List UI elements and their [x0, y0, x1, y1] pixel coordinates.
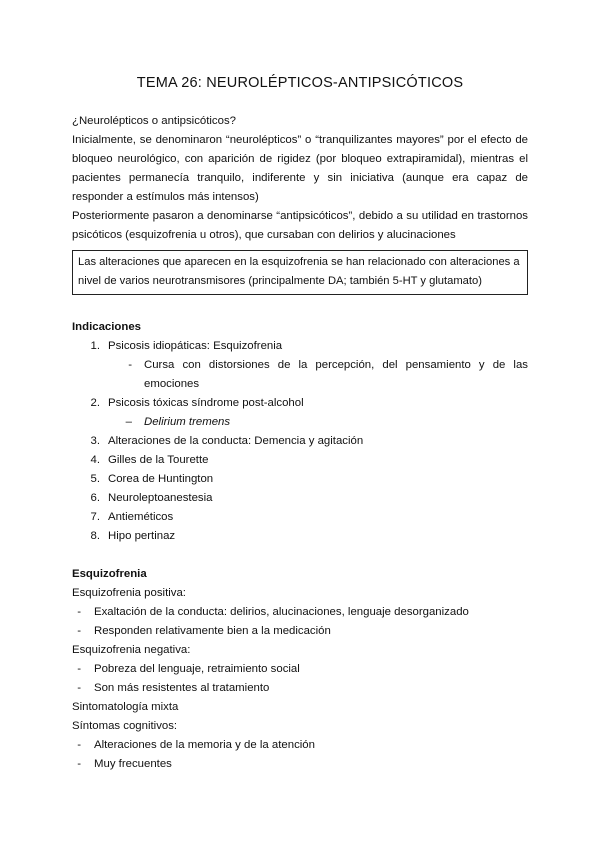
negativa-label: Esquizofrenia negativa: — [72, 644, 191, 656]
document-body — [72, 112, 528, 774]
positiva-label: Esquizofrenia positiva: — [72, 587, 186, 599]
list-item: 1. Psicosis idiopáticas: Esquizofrenia — [90, 340, 283, 352]
list-item: 8. Hipo pertinaz — [90, 530, 176, 542]
list-item: 5. Corea de Huntington — [90, 473, 214, 485]
sub-list-item: – Delirium tremens — [125, 416, 231, 428]
section-heading-indicaciones: Indicaciones — [72, 321, 142, 333]
intro-paragraph-2: Posteriormente pasaron a denominarse “antipsicóticos”, debido a su utilidad en trastornos psicóticos (esquizofrenia u otros), que cursaban con delirios y alucinaciones — [72, 210, 528, 241]
indicaciones-list — [72, 337, 528, 546]
sub-list-item: - Cursa con distorsiones de la percepción, del pensamiento y de las emociones — [128, 359, 528, 390]
list-item: 7. Antieméticos — [90, 511, 174, 523]
list-item: 6. Neuroleptoanestesia — [90, 492, 213, 504]
list-item: 2. Psicosis tóxicas síndrome post-alcohol — [90, 397, 304, 409]
list-item: - Muy frecuentes — [77, 758, 172, 770]
intro-paragraph-1: Inicialmente, se denominaron “neurolépticos” o “tranquilizantes mayores” por el efecto de bloqueo neurológico, con aparición de rigidez (por bloqueo extrapiramidal), mientras el pacientes permanecía tranquilo, indiferente y sin iniciativa (aunque era capaz de responder a estímulos más intensos) — [72, 134, 528, 203]
intro-question: ¿Neurolépticos o antipsicóticos? — [72, 115, 236, 127]
cognitivos-label: Síntomas cognitivos: — [72, 720, 178, 732]
section-heading-esquizofrenia: Esquizofrenia — [72, 568, 147, 580]
list-item: - Responden relativamente bien a la medicación — [77, 625, 331, 637]
list-item: - Alteraciones de la memoria y de la atención — [77, 739, 315, 751]
list-item: - Son más resistentes al tratamiento — [77, 682, 270, 694]
page-title: TEMA 26: NEUROLÉPTICOS-ANTIPSICÓTICOS — [136, 75, 464, 91]
highlight-box: Las alteraciones que aparecen en la esquizofrenia se han relacionado con alteraciones a nivel de varios neurotransmisores (principalmente DA; también 5-HT y glutamato) — [72, 250, 528, 295]
list-item: - Exaltación de la conducta: delirios, alucinaciones, lenguaje desorganizado — [77, 606, 469, 618]
list-item: - Pobreza del lenguaje, retraimiento social — [77, 663, 300, 675]
list-item: 3. Alteraciones de la conducta: Demencia y agitación — [90, 435, 364, 447]
list-item: 4. Gilles de la Tourette — [90, 454, 209, 466]
mixta-label: Sintomatología mixta — [72, 701, 179, 713]
